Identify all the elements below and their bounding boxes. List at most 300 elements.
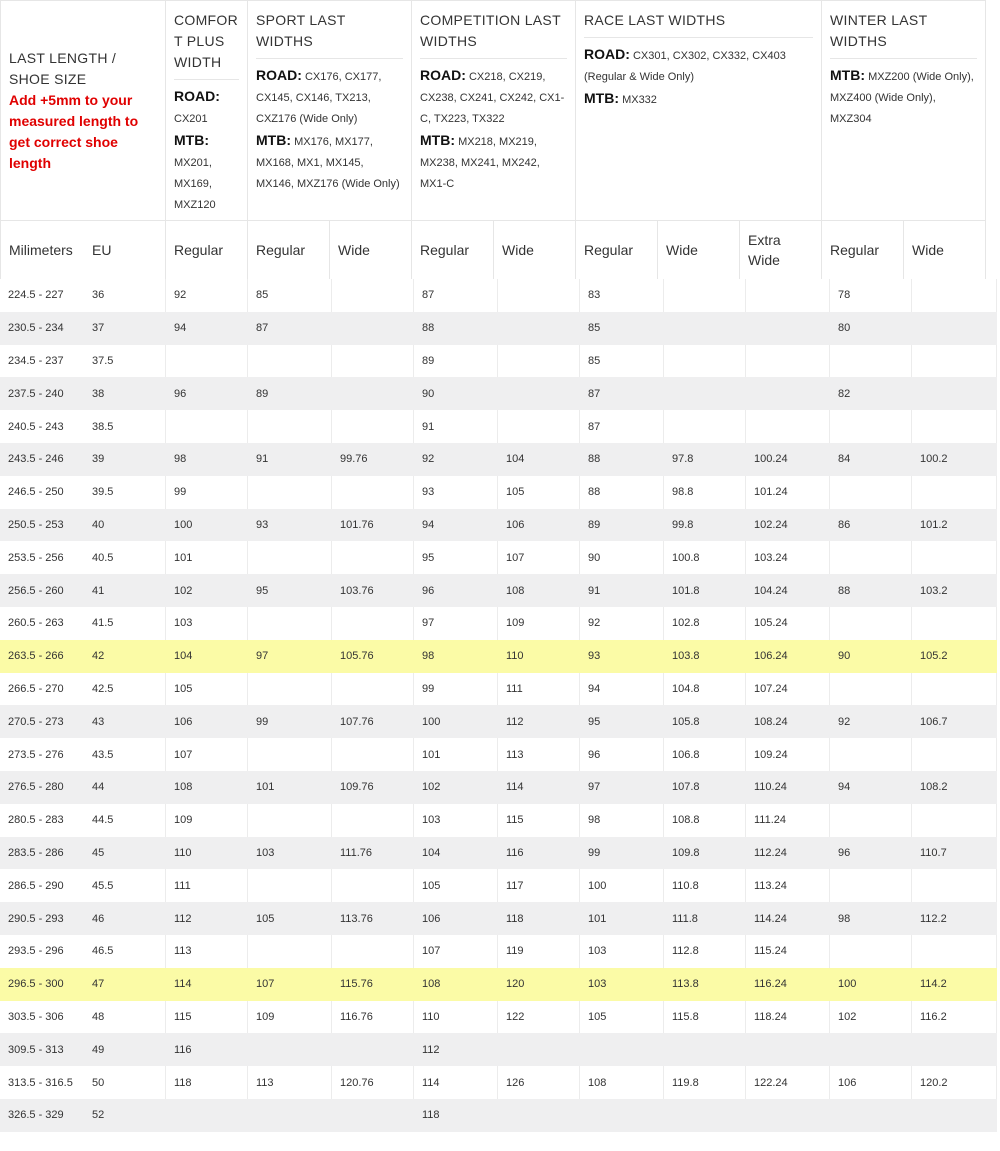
cell-competition-regular: 91 <box>414 410 498 443</box>
cell-competition-regular: 114 <box>414 1066 498 1099</box>
table-row <box>0 541 997 574</box>
comfort-road-label: ROAD: <box>174 88 220 104</box>
cell-race-wide <box>664 279 746 312</box>
cell-competition-wide: 126 <box>498 1066 580 1099</box>
table-row <box>0 738 997 771</box>
cell-race-wide <box>664 345 746 378</box>
cell-competition-regular: 97 <box>414 607 498 640</box>
cell-sport-regular: 101 <box>256 781 275 794</box>
cell-sport-wide <box>332 673 414 706</box>
cell-eu: 42 <box>92 650 105 663</box>
cell-race-wide: 111.8 <box>672 912 698 925</box>
cell-milimeters: 326.5 - 329 <box>8 1109 64 1122</box>
cell-milimeters: 266.5 - 270 <box>8 682 64 695</box>
cell-milimeters: 276.5 - 280 <box>8 781 64 794</box>
cell-sport-regular: 99 <box>256 715 269 728</box>
race-road-models: CX301, CX302, CX332, CX403 (Regular & Wide Only) <box>584 50 786 83</box>
subheader-sport-wide: Wide <box>330 220 412 280</box>
cell-winter-wide <box>912 1099 997 1132</box>
cell-winter-regular: 80 <box>838 322 851 335</box>
cell-comfort-regular: 99 <box>166 476 248 509</box>
cell-eu: 42.5 <box>84 673 166 706</box>
cell-race-extra-wide <box>746 1099 830 1132</box>
cell-competition-regular: 90 <box>422 387 435 400</box>
cell-competition-wide <box>498 345 580 378</box>
cell-competition-regular: 118 <box>422 1109 440 1122</box>
cell-comfort-regular <box>166 345 248 378</box>
cell-race-regular: 88 <box>580 476 664 509</box>
table-row <box>0 804 997 837</box>
cell-winter-regular: 82 <box>838 387 851 400</box>
cell-winter-wide: 105.2 <box>920 650 948 663</box>
cell-sport-wide <box>332 476 414 509</box>
cell-milimeters: 293.5 - 296 <box>8 945 64 958</box>
cell-milimeters: 280.5 - 283 <box>8 814 64 827</box>
cell-sport-regular: 93 <box>256 518 269 531</box>
cell-competition-regular: 94 <box>422 518 435 531</box>
cell-race-regular: 98 <box>580 804 664 837</box>
cell-sport-regular: 105 <box>256 912 275 925</box>
table-row <box>0 705 997 738</box>
cell-race-wide: 99.8 <box>672 518 694 531</box>
cell-winter-regular <box>830 541 912 574</box>
cell-milimeters: 253.5 - 256 <box>8 551 64 564</box>
winter-mtb-models: MXZ200 (Wide Only), MXZ400 (Wide Only), MXZ304 <box>830 71 974 125</box>
winter-mtb-label: MTB: <box>830 67 865 83</box>
cell-competition-regular: 106 <box>422 912 441 925</box>
cell-competition-wide: 110 <box>506 650 524 663</box>
cell-competition-regular: 103 <box>414 804 498 837</box>
cell-competition-wide <box>498 410 580 443</box>
cell-race-wide: 110.8 <box>664 869 746 902</box>
cell-sport-wide <box>332 345 414 378</box>
cell-eu: 38 <box>92 387 105 400</box>
subheader-eu: EU <box>84 220 166 280</box>
cell-competition-regular: 99 <box>414 673 498 706</box>
table-row <box>0 968 997 1001</box>
cell-winter-regular <box>830 673 912 706</box>
cell-milimeters: 224.5 - 227 <box>8 289 64 302</box>
cell-sport-wide: 99.76 <box>340 453 368 466</box>
race-mtb-models: MX332 <box>622 94 657 106</box>
comfort-title: COMFOR T PLUS WIDTH <box>174 10 239 80</box>
cell-winter-wide <box>912 1033 997 1066</box>
cell-milimeters: 290.5 - 293 <box>8 912 64 925</box>
cell-winter-wide <box>912 935 997 968</box>
cell-comfort-regular: 108 <box>174 781 193 794</box>
cell-winter-wide <box>912 541 997 574</box>
cell-race-extra-wide: 118.24 <box>746 1001 830 1034</box>
cell-winter-wide <box>912 476 997 509</box>
cell-race-regular: 103 <box>580 935 664 968</box>
cell-winter-regular: 98 <box>838 912 851 925</box>
cell-winter-regular: 86 <box>838 518 851 531</box>
cell-race-wide: 104.8 <box>664 673 746 706</box>
cell-comfort-regular: 105 <box>166 673 248 706</box>
cell-competition-regular: 96 <box>422 584 435 597</box>
cell-sport-wide: 103.76 <box>340 584 374 597</box>
cell-sport-regular: 113 <box>248 1066 332 1099</box>
cell-eu: 41.5 <box>84 607 166 640</box>
subheader-race-extra-wide-label: Extra Wide <box>748 232 781 268</box>
cell-race-extra-wide: 103.24 <box>746 541 830 574</box>
cell-competition-wide <box>498 312 580 345</box>
cell-eu: 37 <box>92 322 105 335</box>
competition-title: COMPETITION LAST WIDTHS <box>420 10 567 59</box>
cell-race-extra-wide: 110.24 <box>754 781 787 794</box>
cell-race-extra-wide: 106.24 <box>754 650 788 663</box>
cell-winter-regular: 88 <box>838 584 851 597</box>
cell-competition-wide: 118 <box>506 912 524 925</box>
cell-race-regular: 85 <box>580 345 664 378</box>
cell-milimeters: 250.5 - 253 <box>8 518 64 531</box>
cell-race-regular: 85 <box>588 322 601 335</box>
competition-road-models: CX218, CX219, CX238, CX241, CX242, CX1-C, TX223, TX322 <box>420 71 565 125</box>
cell-race-regular: 92 <box>580 607 664 640</box>
cell-sport-regular <box>248 673 332 706</box>
cell-comfort-regular: 107 <box>166 738 248 771</box>
cell-winter-wide <box>912 804 997 837</box>
sport-title: SPORT LAST WIDTHS <box>256 10 403 59</box>
cell-race-wide <box>664 1099 746 1132</box>
cell-race-extra-wide: 109.24 <box>746 738 830 771</box>
cell-race-extra-wide <box>746 1033 830 1066</box>
cell-sport-wide <box>332 804 414 837</box>
cell-comfort-regular: 111 <box>166 869 248 902</box>
cell-winter-regular <box>830 410 912 443</box>
table-row <box>0 443 997 476</box>
table-row <box>0 1099 997 1132</box>
cell-sport-wide <box>332 1099 414 1132</box>
table-row <box>0 902 997 935</box>
cell-competition-regular: 105 <box>414 869 498 902</box>
subheader-competition-wide: Wide <box>494 220 576 280</box>
cell-winter-regular: 78 <box>830 279 912 312</box>
cell-race-regular: 93 <box>588 650 601 663</box>
cell-eu: 36 <box>84 279 166 312</box>
table-row <box>0 673 997 706</box>
cell-race-regular: 83 <box>580 279 664 312</box>
cell-comfort-regular: 110 <box>174 846 192 859</box>
cell-comfort-regular: 118 <box>166 1066 248 1099</box>
cell-comfort-regular: 106 <box>174 715 193 728</box>
cell-competition-wide: 122 <box>498 1001 580 1034</box>
sport-road-label: ROAD: <box>256 67 302 83</box>
cell-sport-wide <box>332 279 414 312</box>
cell-winter-wide <box>912 312 997 345</box>
cell-winter-regular <box>830 1099 912 1132</box>
subheader-winter-wide: Wide <box>904 220 986 280</box>
cell-race-regular: 87 <box>588 387 601 400</box>
cell-competition-wide: 120 <box>506 978 525 991</box>
subheader-milimeters: Milimeters <box>0 220 84 280</box>
cell-race-regular: 90 <box>580 541 664 574</box>
cell-competition-regular: 107 <box>414 935 498 968</box>
cell-winter-wide: 112.2 <box>920 912 947 925</box>
cell-eu: 39 <box>92 453 105 466</box>
cell-comfort-regular: 98 <box>174 453 187 466</box>
cell-eu: 40 <box>92 518 105 531</box>
cell-competition-regular: 88 <box>422 322 435 335</box>
cell-sport-regular <box>248 541 332 574</box>
cell-race-wide: 100.8 <box>664 541 746 574</box>
cell-sport-regular: 89 <box>256 387 269 400</box>
cell-milimeters: 256.5 - 260 <box>8 584 64 597</box>
cell-race-wide: 119.8 <box>664 1066 746 1099</box>
cell-sport-wide: 111.76 <box>340 846 373 859</box>
cell-comfort-regular: 115 <box>166 1001 248 1034</box>
cell-milimeters: 303.5 - 306 <box>8 1010 64 1023</box>
cell-race-extra-wide: 107.24 <box>746 673 830 706</box>
table-header <box>0 0 986 280</box>
table-row <box>0 410 997 443</box>
cell-competition-regular: 104 <box>422 846 441 859</box>
length-note: Add +5mm to your measured length to get correct shoe length <box>9 91 139 171</box>
cell-race-wide: 108.8 <box>664 804 746 837</box>
cell-competition-wide: 109 <box>498 607 580 640</box>
cell-eu: 41 <box>92 584 105 597</box>
cell-sport-regular <box>248 476 332 509</box>
cell-race-wide: 101.8 <box>672 584 700 597</box>
cell-eu: 38.5 <box>84 410 166 443</box>
cell-eu: 49 <box>92 1043 105 1056</box>
cell-sport-regular: 103 <box>256 846 275 859</box>
race-title: RACE LAST WIDTHS <box>584 10 813 38</box>
table-row <box>0 1066 997 1099</box>
cell-competition-wide: 114 <box>506 781 524 794</box>
cell-competition-wide <box>498 279 580 312</box>
cell-race-extra-wide: 116.24 <box>754 978 787 991</box>
table-row <box>0 509 997 542</box>
subheader-race-extra-wide <box>740 220 822 280</box>
cell-race-wide <box>664 1033 746 1066</box>
cell-competition-regular: 102 <box>422 781 441 794</box>
cell-sport-wide <box>332 935 414 968</box>
cell-winter-wide: 103.2 <box>920 584 948 597</box>
cell-comfort-regular: 113 <box>166 935 248 968</box>
cell-comfort-regular: 109 <box>166 804 248 837</box>
table-row <box>0 574 997 607</box>
cell-race-regular: 99 <box>588 846 601 859</box>
cell-competition-wide <box>498 1099 580 1132</box>
cell-milimeters: 246.5 - 250 <box>8 486 64 499</box>
cell-race-extra-wide <box>746 312 830 345</box>
cell-competition-regular: 95 <box>414 541 498 574</box>
cell-sport-wide <box>332 1033 414 1066</box>
cell-race-wide <box>664 410 746 443</box>
subheader-competition-regular: Regular <box>412 220 494 280</box>
cell-race-regular: 103 <box>588 978 607 991</box>
cell-winter-regular: 102 <box>830 1001 912 1034</box>
cell-eu: 37.5 <box>84 345 166 378</box>
cell-race-regular: 91 <box>588 584 601 597</box>
cell-competition-wide: 117 <box>498 869 580 902</box>
cell-race-extra-wide <box>746 410 830 443</box>
cell-milimeters: 309.5 - 313 <box>8 1043 64 1056</box>
cell-winter-regular: 94 <box>838 781 851 794</box>
cell-winter-regular: 100 <box>838 978 857 991</box>
table-row <box>0 312 997 345</box>
cell-sport-regular <box>248 607 332 640</box>
cell-eu: 45 <box>92 846 105 859</box>
cell-winter-wide: 108.2 <box>920 781 948 794</box>
cell-race-extra-wide: 122.24 <box>746 1066 830 1099</box>
cell-milimeters: 234.5 - 237 <box>8 354 64 367</box>
cell-winter-regular <box>830 804 912 837</box>
cell-competition-regular: 112 <box>422 1043 440 1056</box>
cell-winter-wide <box>912 279 997 312</box>
cell-winter-regular: 92 <box>838 715 851 728</box>
comfort-road-models: CX201 <box>174 113 208 125</box>
cell-comfort-regular: 114 <box>174 978 192 991</box>
cell-winter-wide: 114.2 <box>920 978 947 991</box>
cell-sport-wide: 105.76 <box>340 650 374 663</box>
cell-race-wide: 107.8 <box>672 781 700 794</box>
cell-winter-regular <box>830 869 912 902</box>
cell-winter-wide <box>912 377 997 410</box>
cell-competition-wide: 112 <box>506 715 524 728</box>
cell-winter-wide: 116.2 <box>912 1001 997 1034</box>
cell-race-extra-wide: 100.24 <box>754 453 788 466</box>
cell-sport-regular <box>248 1033 332 1066</box>
cell-race-wide <box>664 312 746 345</box>
cell-winter-regular: 96 <box>838 846 851 859</box>
table-row <box>0 377 997 410</box>
subheader-race-wide: Wide <box>658 220 740 280</box>
cell-sport-wide: 109.76 <box>340 781 374 794</box>
cell-eu: 40.5 <box>84 541 166 574</box>
table-row <box>0 771 997 804</box>
cell-sport-wide <box>332 410 414 443</box>
cell-race-extra-wide: 105.24 <box>746 607 830 640</box>
cell-sport-wide: 101.76 <box>340 518 374 531</box>
cell-sport-regular <box>248 869 332 902</box>
cell-race-wide: 112.8 <box>664 935 746 968</box>
cell-sport-wide <box>332 312 414 345</box>
cell-comfort-regular: 101 <box>166 541 248 574</box>
cell-comfort-regular: 103 <box>166 607 248 640</box>
cell-competition-wide: 115 <box>498 804 580 837</box>
cell-competition-wide: 111 <box>498 673 580 706</box>
cell-comfort-regular: 94 <box>174 322 187 335</box>
table-row <box>0 935 997 968</box>
sport-header <box>248 1 412 220</box>
cell-sport-wide <box>332 869 414 902</box>
cell-sport-regular: 87 <box>256 322 269 335</box>
cell-eu: 47 <box>92 978 105 991</box>
cell-sport-regular: 107 <box>256 978 275 991</box>
competition-header <box>412 1 576 220</box>
table-row <box>0 476 997 509</box>
cell-sport-wide <box>332 738 414 771</box>
cell-race-regular: 95 <box>588 715 601 728</box>
cell-race-wide: 109.8 <box>672 846 700 859</box>
cell-race-regular: 97 <box>588 781 601 794</box>
cell-race-regular: 105 <box>580 1001 664 1034</box>
cell-winter-wide: 120.2 <box>912 1066 997 1099</box>
cell-race-extra-wide: 101.24 <box>746 476 830 509</box>
cell-comfort-regular: 96 <box>174 387 187 400</box>
cell-sport-regular <box>248 410 332 443</box>
winter-header <box>822 1 986 220</box>
cell-competition-regular: 101 <box>414 738 498 771</box>
cell-milimeters: 296.5 - 300 <box>8 978 64 991</box>
cell-competition-regular: 100 <box>422 715 441 728</box>
cell-sport-regular <box>248 738 332 771</box>
cell-competition-wide <box>498 377 580 410</box>
cell-race-wide: 97.8 <box>672 453 694 466</box>
cell-race-regular: 101 <box>588 912 607 925</box>
cell-milimeters: 313.5 - 316.5 <box>8 1076 73 1089</box>
table-row <box>0 869 997 902</box>
table-row <box>0 279 997 312</box>
cell-competition-wide: 107 <box>498 541 580 574</box>
cell-sport-regular <box>248 345 332 378</box>
competition-road-label: ROAD: <box>420 67 466 83</box>
cell-eu: 43 <box>92 715 105 728</box>
cell-eu: 50 <box>84 1066 166 1099</box>
cell-eu: 39.5 <box>84 476 166 509</box>
cell-winter-wide <box>912 607 997 640</box>
cell-race-extra-wide <box>746 377 830 410</box>
cell-sport-regular: 109 <box>248 1001 332 1034</box>
cell-winter-wide <box>912 738 997 771</box>
cell-race-regular <box>580 1033 664 1066</box>
cell-milimeters: 237.5 - 240 <box>8 387 64 400</box>
cell-competition-wide <box>498 1033 580 1066</box>
table-row <box>0 345 997 378</box>
subheader-comfort-regular: Regular <box>166 220 248 280</box>
cell-competition-wide: 113 <box>498 738 580 771</box>
cell-winter-wide: 110.7 <box>920 846 947 859</box>
cell-winter-regular <box>830 607 912 640</box>
cell-race-extra-wide: 114.24 <box>754 912 787 925</box>
cell-race-wide: 98.8 <box>664 476 746 509</box>
cell-comfort-regular: 102 <box>174 584 193 597</box>
cell-race-extra-wide: 113.24 <box>746 869 830 902</box>
cell-milimeters: 286.5 - 290 <box>8 879 64 892</box>
race-header <box>576 1 822 220</box>
cell-winter-regular: 106 <box>830 1066 912 1099</box>
cell-milimeters: 283.5 - 286 <box>8 846 64 859</box>
cell-winter-wide: 101.2 <box>920 518 948 531</box>
cell-sport-regular: 97 <box>256 650 269 663</box>
cell-winter-wide <box>912 869 997 902</box>
cell-milimeters: 243.5 - 246 <box>8 453 64 466</box>
cell-competition-regular: 93 <box>414 476 498 509</box>
cell-winter-wide <box>912 345 997 378</box>
cell-comfort-regular: 92 <box>166 279 248 312</box>
comfort-mtb-models: MX201, MX169, MXZ120 <box>174 157 216 211</box>
sport-mtb-label: MTB: <box>256 132 291 148</box>
cell-competition-wide: 106 <box>506 518 525 531</box>
cell-race-regular: 89 <box>588 518 601 531</box>
cell-race-regular: 94 <box>580 673 664 706</box>
table-body <box>0 279 997 1132</box>
race-mtb-label: MTB: <box>584 90 619 106</box>
cell-race-regular: 96 <box>580 738 664 771</box>
cell-race-extra-wide: 112.24 <box>754 846 787 859</box>
cell-sport-regular <box>248 804 332 837</box>
table-row <box>0 837 997 870</box>
cell-eu: 46.5 <box>84 935 166 968</box>
table-row <box>0 1033 997 1066</box>
length-size-title: LAST LENGTH / SHOE SIZE <box>9 49 117 87</box>
cell-race-regular: 100 <box>580 869 664 902</box>
cell-race-wide: 106.8 <box>664 738 746 771</box>
subheader-race-regular: Regular <box>576 220 658 280</box>
cell-competition-regular: 110 <box>414 1001 498 1034</box>
